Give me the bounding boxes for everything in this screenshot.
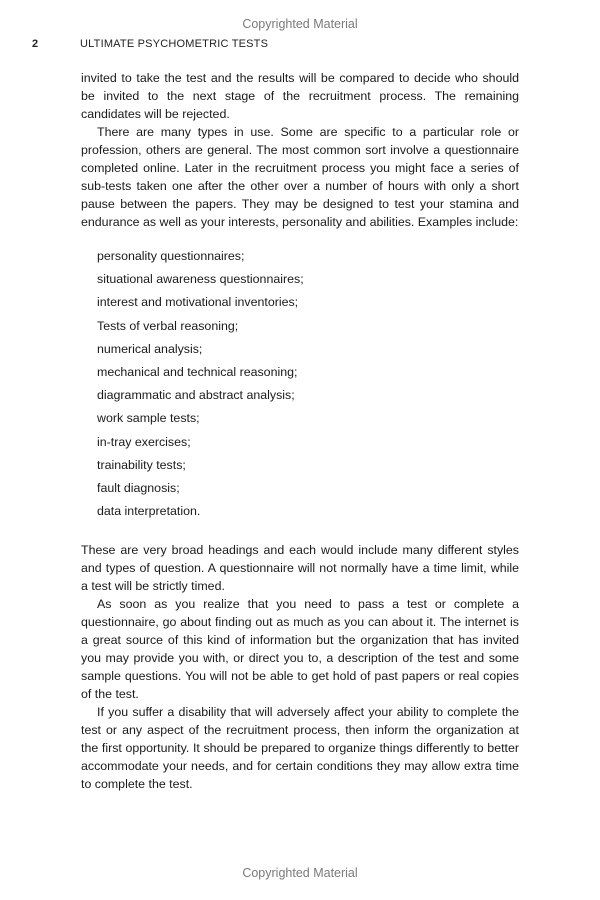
paragraph-finding-out: As soon as you realize that you need to pass a test or complete a questionnaire, go about finding out as much as you can about it. The internet is a great source of this kind of information but the organization that has invited you may provide you with, or direct you to, a description of the test and some sample questions. You will not be able to get hold of past papers or real copies of the test.: [81, 597, 519, 701]
paragraph-continuation: invited to take the test and the results will be compared to decide who should be invited to the next stage of the recruitment process. The remaining candidates will be rejected.: [81, 71, 519, 121]
page-number: 2: [32, 38, 39, 50]
list-item: work sample tests;: [97, 411, 200, 426]
list-item: Tests of verbal reasoning;: [97, 318, 239, 333]
paragraph-broad-headings: These are very broad headings and each would include many different styles and types of question. A questionnaire will not normally have a time limit, while a test will be strictly timed.: [81, 543, 519, 593]
list-item: numerical analysis;: [97, 341, 203, 356]
copyright-watermark-top: Copyrighted Material: [242, 17, 358, 31]
list-item: fault diagnosis;: [97, 480, 180, 495]
list-item: mechanical and technical reasoning;: [97, 364, 298, 379]
list-item: trainability tests;: [97, 457, 186, 472]
closing-text: [81, 541, 519, 793]
running-title: ULTIMATE PSYCHOMETRIC TESTS: [80, 38, 269, 50]
list-item: situational awareness questionnaires;: [97, 272, 304, 287]
examples-list: [97, 247, 497, 525]
intro-text: [81, 69, 519, 231]
list-item: diagrammatic and abstract analysis;: [97, 388, 295, 403]
paragraph-disability: If you suffer a disability that will adversely affect your ability to complete the test or any aspect of the recruitment process, then inform the organization at the first opportunity. It should be prepared to organize things differently to better accommodate your needs, and for certain conditions they may allow extra time to complete the test.: [81, 705, 519, 791]
running-header: [32, 38, 268, 50]
list-item: personality questionnaires;: [97, 249, 245, 263]
list-item: interest and motivational inventories;: [97, 295, 299, 310]
copyright-watermark-bottom: Copyrighted Material: [242, 866, 358, 880]
paragraph-types-of-tests: There are many types in use. Some are specific to a particular role or profession, others are general. The most common sort involve a questionnaire completed online. Later in the recruitment process you might face a series of sub-tests taken one after the other over a number of hours with only a short pause between the papers. They may be designed to test your stamina and endurance as well as your interests, personality and abilities. Examples include:: [81, 125, 519, 229]
list-item: in-tray exercises;: [97, 434, 191, 449]
list-item: data interpretation.: [97, 504, 201, 519]
